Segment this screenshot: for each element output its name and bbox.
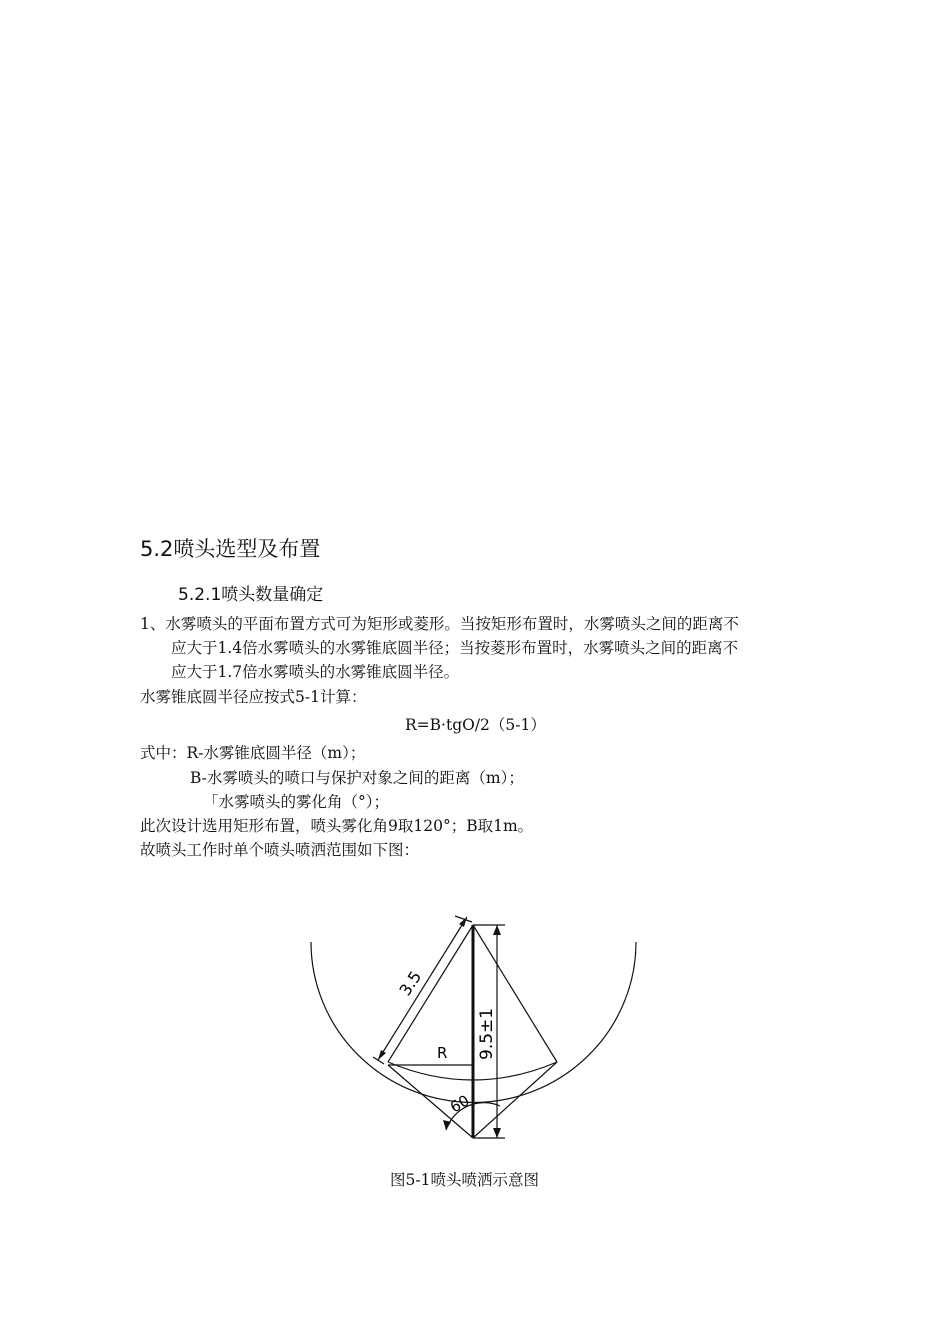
paragraph-line: 此次设计选用矩形布置，喷头雾化角9取120°；B取1m。 — [140, 817, 534, 835]
paragraph-line: 故喷头工作时单个喷头喷洒范围如下图： — [140, 841, 420, 859]
subsection-heading: 5.2.1喷头数量确定 — [178, 585, 324, 605]
paragraph-line: 应大于1.4倍水雾喷头的水雾锥底圆半径；当按菱形布置时，水雾喷头之间的距离不 — [171, 639, 739, 657]
paragraph-line: 式中：R-水雾锥底圆半径（m）； — [140, 744, 366, 762]
height-label: 9.5±1 — [477, 1007, 497, 1060]
cone-left-edge — [388, 925, 473, 1062]
formula: R=B·tgO/2（5-1） — [405, 716, 546, 734]
slant-label: 3.5 — [395, 967, 426, 1000]
paragraph-line: B-水雾喷头的喷口与保护对象之间的距离（m）； — [190, 769, 524, 787]
arrowhead — [493, 925, 501, 935]
paragraph-line: 水雾锥底圆半径应按式5-1计算： — [140, 688, 367, 706]
slant-dimension-line — [378, 917, 467, 1060]
spray-lower-right — [473, 1062, 557, 1138]
radius-label: R — [437, 1044, 448, 1062]
section-heading: 5.2喷头选型及布置 — [140, 537, 321, 561]
spray-range-diagram — [300, 900, 650, 1150]
slant-tick-bottom — [373, 1057, 384, 1064]
angle-label: 60 — [447, 1091, 473, 1117]
paragraph-line: 「水雾喷头的雾化角（°）； — [203, 793, 390, 811]
figure-caption: 图5-1喷头喷洒示意图 — [390, 1171, 539, 1189]
arrowhead — [493, 1128, 501, 1138]
paragraph-line: 应大于1.7倍水雾喷头的水雾锥底圆半径。 — [171, 663, 460, 681]
paragraph-line: 1、水雾喷头的平面布置方式可为矩形或菱形。当按矩形布置时，水雾喷头之间的距离不 — [140, 615, 739, 633]
arrowhead — [378, 1050, 386, 1060]
